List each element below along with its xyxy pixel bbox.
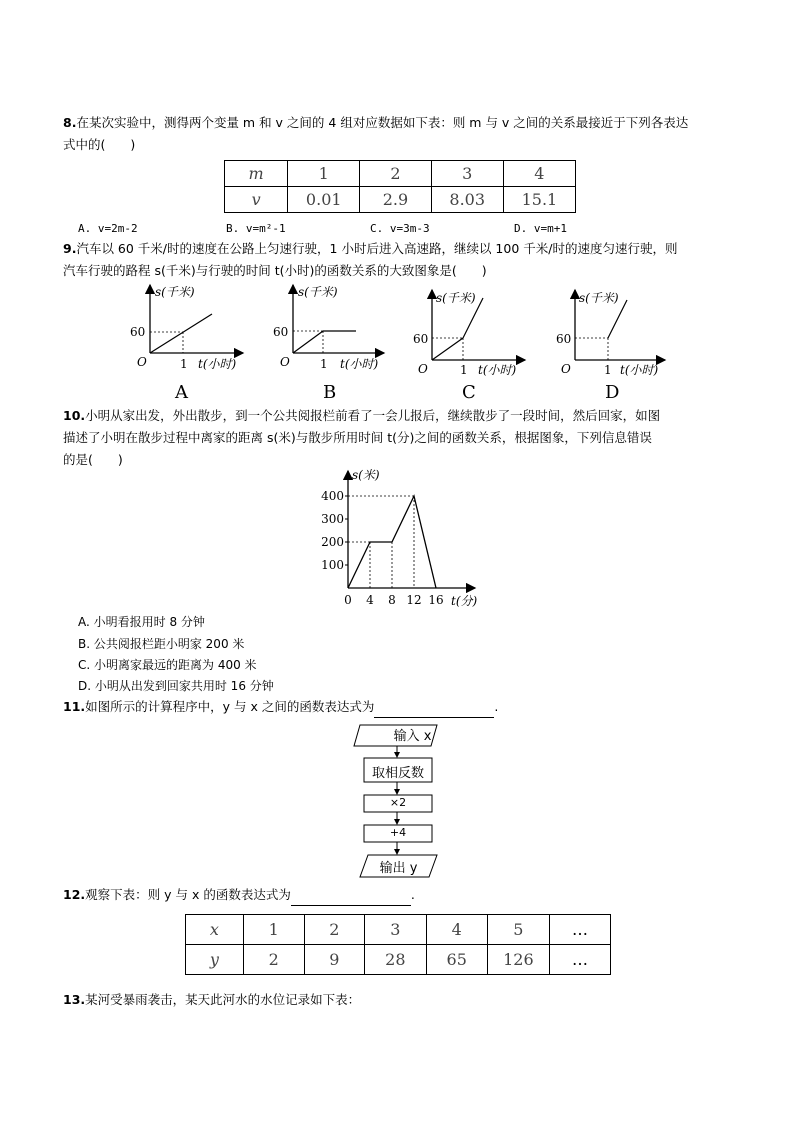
q9-graph-d xyxy=(556,290,665,377)
x-tick-label: 4 xyxy=(366,593,374,607)
y-tick-label: 300 xyxy=(321,512,344,526)
q10-line2: 描述了小明在散步过程中离家的距离 s(米)与散步所用时间 t(分)之间的函数关系，根据图象，下列信息错误 xyxy=(63,430,652,445)
q9-graph-origin: O xyxy=(418,362,428,376)
table-cell: … xyxy=(549,945,610,975)
q10-text: 小明从家出发，外出散步，到一个公共阅报栏前看了一会儿报后，继续散步了一段时间，然后回家，如图 xyxy=(85,408,661,423)
q11-line xyxy=(63,696,498,718)
table-cell: 2 xyxy=(243,945,304,975)
q10-line1 xyxy=(63,405,660,426)
q9-graph-ytick: 60 xyxy=(273,325,289,339)
q12-number: 12. xyxy=(63,887,86,902)
q8-table xyxy=(224,160,576,213)
y-tick-label: 200 xyxy=(321,535,344,549)
table-cell: 1 xyxy=(288,161,360,187)
q8-option-a: A. v=2m-2 xyxy=(78,222,138,235)
table-cell: 3 xyxy=(431,161,503,187)
table-cell: x xyxy=(186,915,244,945)
q9-graph-ylabel: s(千米) xyxy=(579,291,619,305)
table-cell: v xyxy=(225,187,288,213)
y-tick-label: 400 xyxy=(321,489,344,503)
table-cell: y xyxy=(186,945,244,975)
q10-option-c: C. 小明离家最远的距离为 400 米 xyxy=(78,658,257,672)
q9-graph-ylabel: s(千米) xyxy=(436,291,476,305)
x-axis-label: t(分) xyxy=(451,594,478,608)
table-cell: 2.9 xyxy=(360,187,431,213)
flow-multiply: ×2 xyxy=(389,796,407,809)
q8-text: 在某次实验中，测得两个变量 m 和 v 之间的 4 组对应数据如下表：则 m 与 v 之间的关系最接近于下列各表达 xyxy=(76,115,689,130)
table-cell: 3 xyxy=(365,915,426,945)
table-row xyxy=(225,161,576,187)
q13-line xyxy=(63,989,360,1010)
q9-graphs xyxy=(0,280,794,405)
q10-option-b: B. 公共阅报栏距小明家 200 米 xyxy=(78,637,245,651)
q9-choice-c: C xyxy=(462,382,476,403)
q8-option-c: C. v=3m-3 xyxy=(370,222,430,235)
q12-text-end: . xyxy=(410,887,415,902)
q9-graph-a xyxy=(130,285,243,371)
q9-graph-ylabel: s(千米) xyxy=(155,285,195,299)
q9-graph-xtick: 1 xyxy=(320,357,328,371)
q9-text: 汽车以 60 千米/时的速度在公路上匀速行驶，1 小时后进入高速路，继续以 100 千米/时的速度匀速行驶，则 xyxy=(76,241,678,256)
table-cell: 8.03 xyxy=(431,187,503,213)
q9-graph-origin: O xyxy=(561,362,571,376)
q9-number: 9. xyxy=(63,241,77,256)
table-cell: 4 xyxy=(503,161,575,187)
q9-choice-b: B xyxy=(323,382,337,403)
table-cell: 0.01 xyxy=(288,187,360,213)
table-cell: 2 xyxy=(304,915,365,945)
q10-option-d: D. 小明从出发到回家共用时 16 分钟 xyxy=(78,679,274,693)
q9-graph-xlabel: t(小时) xyxy=(340,357,379,371)
q9-line1 xyxy=(63,238,677,259)
table-cell: 4 xyxy=(426,915,487,945)
q9-graph-xlabel: t(小时) xyxy=(198,357,237,371)
table-row xyxy=(186,945,611,975)
x-tick-label: 16 xyxy=(428,593,444,607)
q12-text: 观察下表：则 y 与 x 的函数表达式为 xyxy=(85,887,291,902)
table-row xyxy=(225,187,576,213)
y-axis-label: s(米) xyxy=(352,468,380,482)
q12-line xyxy=(63,884,415,906)
q12-answer-blank[interactable] xyxy=(291,884,411,906)
q9-graph-ytick: 60 xyxy=(556,332,572,346)
q9-choice-a: A xyxy=(175,382,188,403)
table-cell: 28 xyxy=(365,945,426,975)
x-tick-label: 12 xyxy=(406,593,422,607)
q9-line2: 汽车行驶的路程 s(千米)与行驶的时间 t(小时)的函数关系的大致图象是( ) xyxy=(63,263,487,278)
q8-line1 xyxy=(63,112,688,133)
q8-line2: 式中的( ) xyxy=(63,137,136,152)
q8-option-b: B. v=m²-1 xyxy=(226,222,286,235)
q9-graph-xtick: 1 xyxy=(460,363,468,377)
table-row xyxy=(186,915,611,945)
q9-graph-c xyxy=(413,290,525,377)
q10-option-a: A. 小明看报用时 8 分钟 xyxy=(78,615,205,629)
table-cell: 2 xyxy=(360,161,431,187)
q9-graph-ylabel: s(千米) xyxy=(298,285,338,299)
q13-text: 某河受暴雨袭击，某天此河水的水位记录如下表： xyxy=(85,992,361,1007)
table-cell: 15.1 xyxy=(503,187,575,213)
table-cell: … xyxy=(549,915,610,945)
q11-text: 如图所示的计算程序中，y 与 x 之间的函数表达式为 xyxy=(85,699,375,714)
q9-graph-xtick: 1 xyxy=(604,363,612,377)
table-cell: 9 xyxy=(304,945,365,975)
q11-text-end: . xyxy=(494,699,499,714)
q9-graph-b xyxy=(273,285,384,371)
flow-input: 输入 x xyxy=(393,729,432,744)
q10-number: 10. xyxy=(63,408,86,423)
flow-negate: 取相反数 xyxy=(371,766,424,781)
q10-chart xyxy=(315,465,485,610)
q9-graph-xlabel: t(小时) xyxy=(620,363,659,377)
q13-number: 13. xyxy=(63,992,86,1007)
q9-graph-origin: O xyxy=(280,355,290,369)
q8-option-d: D. v=m+1 xyxy=(514,222,567,235)
q9-choice-d: D xyxy=(605,382,620,403)
flow-output: 输出 y xyxy=(379,861,418,876)
q11-answer-blank[interactable] xyxy=(374,696,494,718)
table-cell: 126 xyxy=(487,945,549,975)
q9-graph-origin: O xyxy=(137,355,147,369)
q12-table xyxy=(185,914,611,975)
flow-add: +4 xyxy=(389,826,407,839)
x-tick-label: 8 xyxy=(388,593,396,607)
table-cell: 5 xyxy=(487,915,549,945)
q9-graph-xtick: 1 xyxy=(180,357,188,371)
q8-number: 8. xyxy=(63,115,77,130)
y-tick-label: 100 xyxy=(321,558,344,572)
q10-line3: 的是( ) xyxy=(63,452,123,467)
table-cell: 1 xyxy=(243,915,304,945)
table-cell: 65 xyxy=(426,945,487,975)
q11-number: 11. xyxy=(63,699,86,714)
table-cell: m xyxy=(225,161,288,187)
q9-graph-ytick: 60 xyxy=(413,332,429,346)
q9-graph-ytick: 60 xyxy=(130,325,146,339)
x-tick-label: 0 xyxy=(344,593,352,607)
q9-graph-xlabel: t(小时) xyxy=(478,363,517,377)
